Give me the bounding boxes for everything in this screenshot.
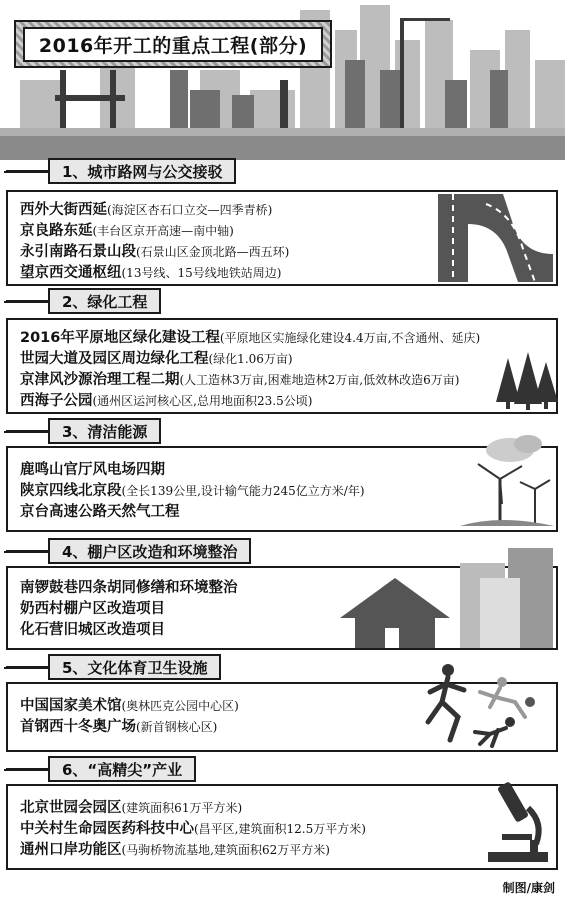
list-item	[20, 242, 289, 263]
list-item	[20, 798, 366, 819]
list-item	[20, 460, 365, 481]
house-icon	[340, 548, 558, 648]
section-3-box	[6, 446, 558, 532]
list-item	[20, 328, 480, 349]
section-2-tab: 2、绿化工程	[48, 288, 161, 314]
project-name: 望京西交通枢纽	[20, 265, 122, 281]
project-detail: (平原地区实施绿化建设4.4万亩,不含通州、延庆)	[219, 331, 481, 345]
section-3-tab: 3、清洁能源	[48, 418, 161, 444]
section-6-box	[6, 784, 558, 870]
project-detail: (建筑面积61万平方米)	[121, 801, 243, 815]
project-detail: (通州区运河核心区,总用地面积23.5公顷)	[92, 394, 313, 408]
trees-icon	[496, 352, 558, 410]
project-name: 通州口岸功能区	[20, 842, 122, 858]
project-detail: (奥林匹克公园中心区)	[121, 699, 239, 713]
list-item	[20, 221, 289, 242]
project-name: 2016年平原地区绿化建设工程	[20, 330, 220, 346]
list-item	[20, 349, 480, 370]
project-name: 南锣鼓巷四条胡同修缮和环境整治	[20, 580, 238, 596]
list-item	[20, 502, 365, 523]
section-2-box	[6, 318, 558, 414]
project-name: 化石营旧城区改造项目	[20, 622, 165, 638]
list-item	[20, 578, 238, 599]
list-item	[20, 840, 366, 861]
section-1-tab: 1、城市路网与公交接驳	[48, 158, 236, 184]
project-detail: (人工造林3万亩,困难地造林2万亩,低效林改造6万亩)	[179, 373, 460, 387]
project-name: 西外大街西延	[20, 202, 107, 218]
list-item	[20, 620, 238, 641]
project-name: 京良路东延	[20, 223, 93, 239]
project-name: 京台高速公路天然气工程	[20, 504, 180, 520]
section-5-box	[6, 682, 558, 752]
project-name: 中关村生命园医药科技中心	[20, 821, 194, 837]
project-detail: (绿化1.06万亩)	[208, 352, 293, 366]
list-item	[20, 599, 238, 620]
project-name: 西海子公园	[20, 393, 93, 409]
project-detail: (13号线、15号线地铁站周边)	[121, 266, 282, 280]
project-detail: (新首钢核心区)	[136, 720, 218, 734]
microscope-icon	[478, 778, 554, 866]
project-detail: (石景山区金顶北路—西五环)	[136, 245, 290, 259]
list-item	[20, 263, 289, 284]
section-1-box	[6, 190, 558, 286]
project-name: 中国国家美术馆	[20, 698, 122, 714]
section-4-box	[6, 566, 558, 650]
wind-turbine-icon	[460, 434, 554, 532]
list-item	[20, 370, 480, 391]
project-name: 永引南路石景山段	[20, 244, 136, 260]
list-item	[20, 391, 480, 412]
road-icon	[403, 194, 553, 282]
list-item	[20, 696, 239, 717]
project-name: 奶西村棚户区改造项目	[20, 601, 165, 617]
project-detail: (全长139公里,设计输气能力245亿立方米/年)	[121, 484, 365, 498]
section-6-tab: 6、“高精尖”产业	[48, 756, 196, 782]
project-name: 首钢西十冬奥广场	[20, 719, 136, 735]
credit: 制图/康剑	[502, 881, 555, 895]
list-item	[20, 481, 365, 502]
list-item	[20, 200, 289, 221]
project-detail: (海淀区杏石口立交—四季青桥)	[107, 203, 273, 217]
project-name: 鹿鸣山官厅风电场四期	[20, 462, 165, 478]
project-detail: (马驹桥物流基地,建筑面积62万平方米)	[121, 843, 330, 857]
project-name: 陕京四线北京段	[20, 483, 122, 499]
project-name: 京津风沙源治理工程二期	[20, 372, 180, 388]
list-item	[20, 717, 239, 738]
section-4-tab: 4、棚户区改造和环境整治	[48, 538, 251, 564]
title-banner	[14, 20, 332, 68]
list-item	[20, 819, 366, 840]
page-title: 2016年开工的重点工程(部分)	[23, 27, 323, 62]
project-name: 北京世园会园区	[20, 800, 122, 816]
athletes-icon	[420, 662, 555, 750]
project-detail: (昌平区,建筑面积12.5万平方米)	[194, 822, 366, 836]
section-5-tab: 5、文化体育卫生设施	[48, 654, 221, 680]
project-detail: (丰台区京开高速—南中轴)	[92, 224, 234, 238]
project-name: 世园大道及园区周边绿化工程	[20, 351, 209, 367]
